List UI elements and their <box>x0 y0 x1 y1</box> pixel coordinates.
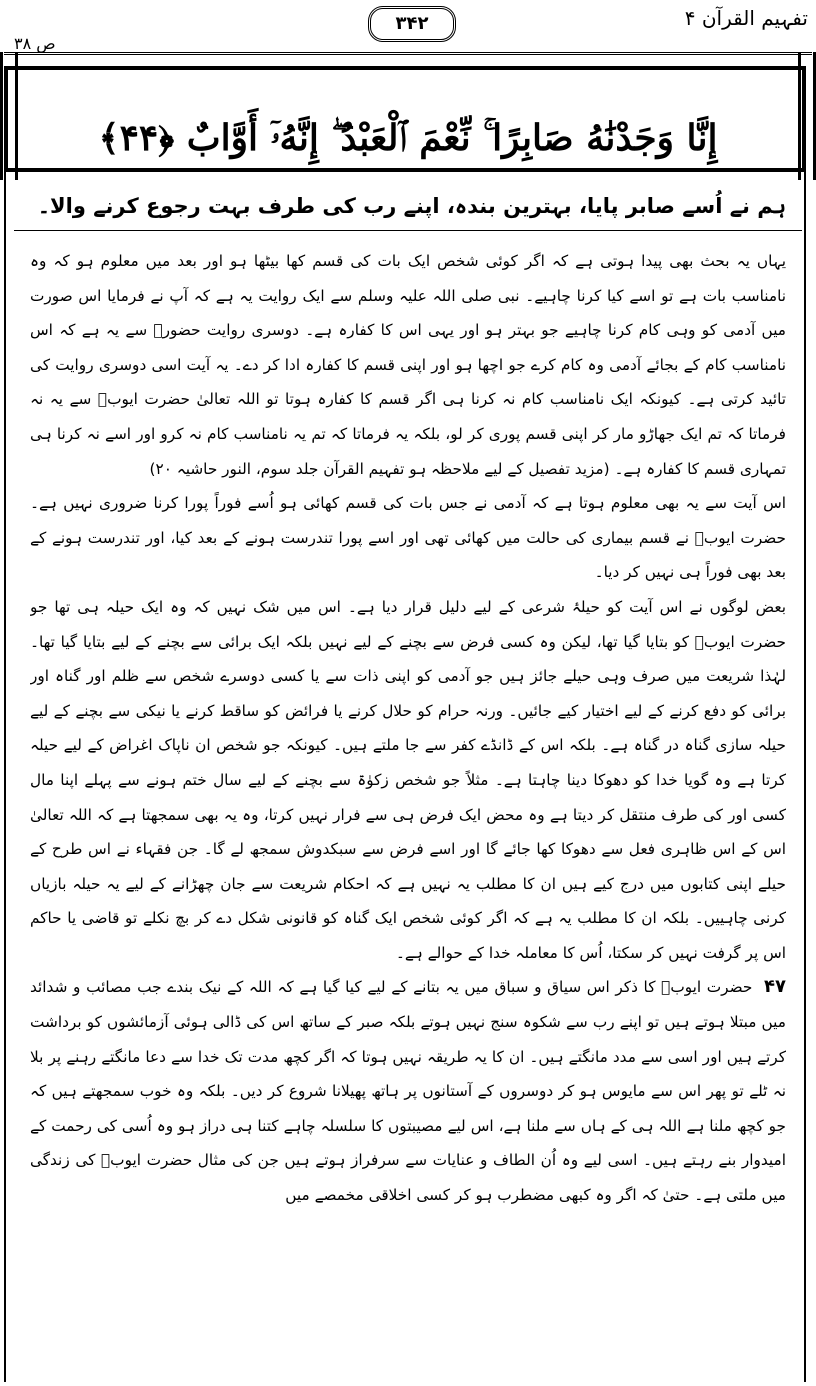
translation-rule <box>14 230 802 231</box>
paragraph-text: اس آیت سے یہ بھی معلوم ہوتا ہے کہ آدمی نے جس بات کی قسم کھائی ہو اُسے فوراً پورا کرنا ضروری نہیں ہے۔ حضرت ایوبؑ نے قسم بیماری کی حالت میں کھائی تھی اور اسے پورا تندرست ہونے کے بعد کیا، اور تندرست ہونے کے بعد بھی فوراً ہی نہیں کر دیا۔ <box>30 494 786 582</box>
commentary-paragraph <box>30 590 786 971</box>
verse-text: إِنَّا وَجَدْنَٰهُ صَابِرًا ۚ نِّعْمَ ٱلْعَبْدُ ۖ إِنَّهُۥٓ أَوَّابٌ ﴿۴۴﴾ <box>98 117 718 159</box>
commentary-paragraph <box>30 244 786 486</box>
commentary-paragraph <box>30 970 786 1212</box>
paragraph-text: بعض لوگوں نے اس آیت کو حیلۂ شرعی کے لیے دلیل قرار دیا ہے۔ اس میں شک نہیں کہ وہ ایک حیلہ ہی تھا جو حضرت ایوبؑ کو بتایا گیا تھا، لیکن وہ کسی فرض سے بچنے کے لیے نہیں بلکہ ایک برائی سے بچنے کے لیے بتایا گیا تھا۔ لہٰذا شریعت میں صرف وہی حیلے جائز ہیں جو آدمی کو اپنی ذات سے یا کسی دوسرے شخص سے ظلم اور گناہ اور برائی کو دفع کرنے کے لیے اختیار کیے جائیں۔ ورنہ حرام کو حلال کرنے یا فرائض کو ساقط کرنے یا نیکی سے بچنے کے لیے حیلہ سازی گناہ در گناہ ہے۔ بلکہ اس کے ڈانڈے کفر سے جا ملتے ہیں۔ کیونکہ جو شخص ان ناپاک اغراض کے لیے حیلہ کرتا ہے وہ گویا خدا کو دھوکا دینا چاہتا ہے۔ مثلاً جو شخص زکوٰۃ سے بچنے کے لیے سال ختم ہونے سے پہلے اپنا مال کسی اور کی طرف منتقل کر دیتا ہے وہ محض ایک فرض ہی سے فرار نہیں کرتا، وہ یہ بھی سمجھتا ہے کہ اللہ تعالیٰ اس کے اس ظاہری فعل سے دھوکا کھا جائے گا اور اسے فرض سے سبکدوش سمجھ لے گا۔ جن فقہاء نے اس طرح کے حیلے اپنی کتابوں میں درج کیے ہیں ان کا مطلب یہ نہیں ہے کہ احکام شریعت سے جان چھڑانے کے لیے یہ حیلہ بازیاں کرنی چاہییں۔ بلکہ ان کا مطلب یہ ہے کہ اگر کوئی شخص ایک گناہ کو قانونی شکل دے کر بچ نکلے تو قاضی یا حاکم اس پر گرفت نہیں کر سکتا، اُس کا معاملہ خدا کے حوالے ہے۔ <box>30 597 786 962</box>
commentary-paragraph <box>30 486 786 590</box>
page-number: ۳۴۲ <box>368 6 456 42</box>
footnote-number: ۴۷ <box>764 976 786 998</box>
commentary <box>30 244 786 1380</box>
section-label: ص ۳۸ <box>14 34 56 53</box>
header-rule <box>4 52 812 55</box>
translation: ہم نے اُسے صابر پایا، بہترین بندہ، اپنے رب کی طرف بہت رجوع کرنے والا۔ <box>37 194 786 218</box>
paragraph-text: حضرت ایوبؑ کا ذکر اس سیاق و سباق میں یہ بتانے کے لیے کیا گیا ہے کہ اللہ کے نیک بندے جب مصائب و شدائد میں مبتلا ہوتے ہیں تو اپنے رب سے شکوہ سنج نہیں ہوتے بلکہ صبر کے ساتھ اس کی ڈالی ہوئی آزمائشوں کو برداشت کرتے ہیں اور اسی سے مدد مانگتے ہیں۔ ان کا یہ طریقہ نہیں ہوتا کہ اگر کچھ مدت تک خدا سے دعا مانگتے رہنے پر بلا نہ ٹلے تو پھر اس سے مایوس ہو کر دوسروں کے آستانوں پر ہاتھ پھیلانا شروع کر دیں۔ بلکہ وہ خوب سمجھتے ہیں کہ جو کچھ ملنا ہے اللہ ہی کے ہاں سے ملنا ہے، اس لیے مصیبتوں کا سلسلہ چاہے کتنا ہی دراز ہو وہ اُسی کی رحمت کے امیدوار بنے رہتے ہیں۔ اسی لیے وہ اُن الطاف و عنایات سے سرفراز ہوتے ہیں جن کی مثال حضرت ایوبؑ کی زندگی میں ملتی ہے۔ حتیٰ کہ اگر وہ کبھی مضطرب ہو کر کسی اخلاقی مخمصے میں <box>30 978 786 1205</box>
paragraph-text: یہاں یہ بحث بھی پیدا ہوتی ہے کہ اگر کوئی شخص ایک بات کی قسم کھا بیٹھا ہو اور بعد میں معلوم ہو کہ وہ نامناسب بات ہے تو اسے کیا کرنا چاہیے۔ نبی صلی اللہ علیہ وسلم سے ایک روایت یہ ہے کہ آپ نے فرمایا اس صورت میں آدمی کو وہی کام کرنا چاہیے جو بہتر ہو اور یہی اس کا کفارہ ہے۔ دوسری روایت حضورؐ سے یہ ہے کہ اس نامناسب کام کے بجائے آدمی وہ کام کرے جو اچھا ہو اور اپنی قسم کا کفارہ ادا کر دے۔ یہ آیت اسی دوسری روایت کی تائید کرتی ہے۔ کیونکہ ایک نامناسب کام نہ کرنا ہی اگر قسم کا کفارہ ہوتا تو اللہ تعالیٰ حضرت ایوبؑ سے یہ نہ فرماتا کہ تم ایک جھاڑو مار کر اپنی قسم پوری کر لو، بلکہ یہ فرماتا کہ تم یہ نامناسب کام نہ کرو اور اسے نہ کرنا ہی تمہاری قسم کا کفارہ ہے۔ (مزید تفصیل کے لیے ملاحظہ ہو تفہیم القرآن جلد سوم، النور حاشیہ ۲۰) <box>30 252 786 478</box>
book-title: تفہیم القرآن ۴ <box>684 6 808 30</box>
